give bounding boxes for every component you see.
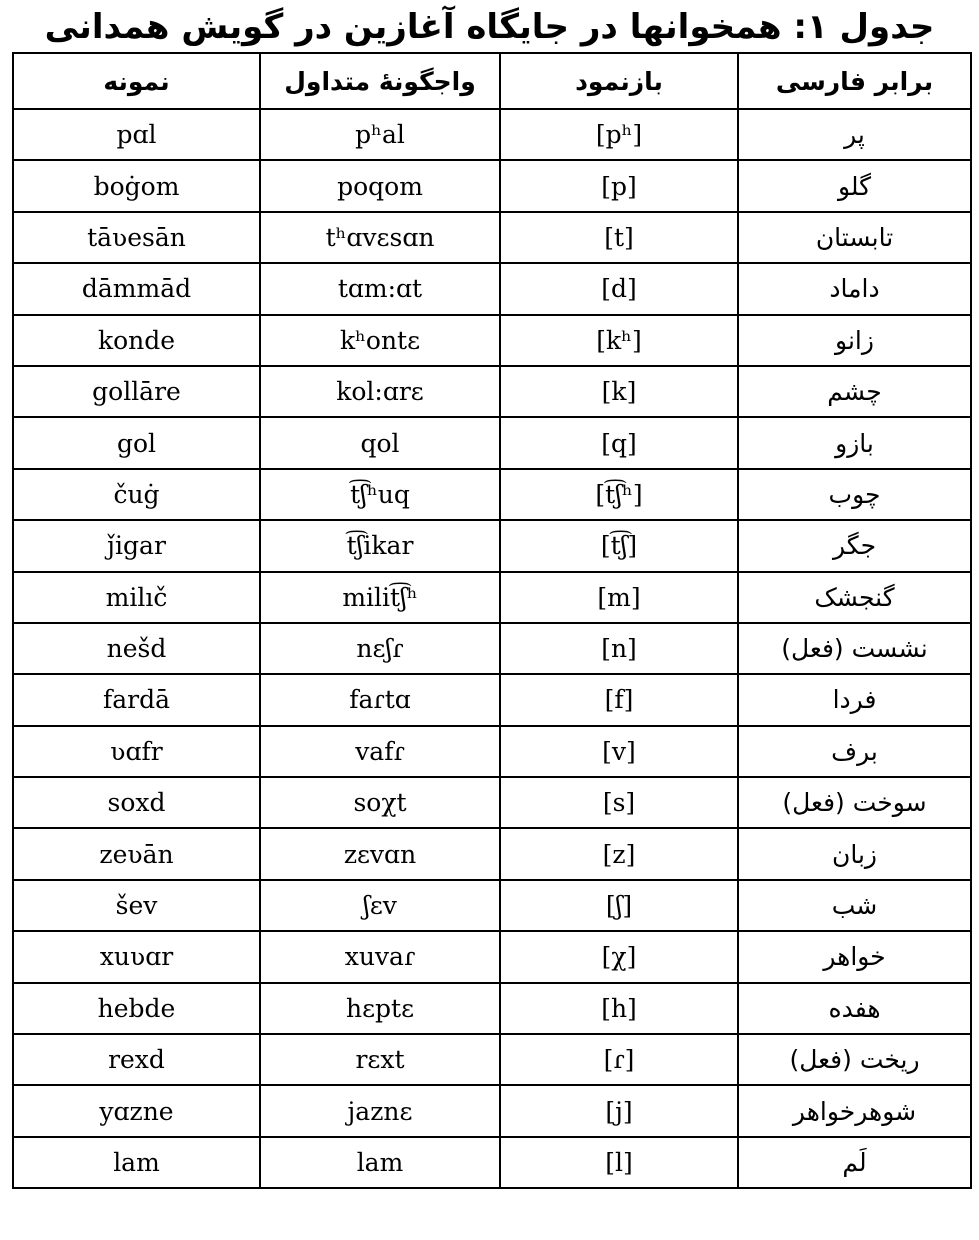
- cell-example: lam: [13, 1137, 260, 1188]
- table-row: [13, 726, 971, 777]
- table-row: [13, 263, 971, 314]
- cell-example: konde: [13, 315, 260, 366]
- cell-common-allophone: rɛxt: [260, 1034, 500, 1085]
- table-row: [13, 417, 971, 468]
- cell-example: zeʋān: [13, 828, 260, 879]
- cell-example: xuʋɑr: [13, 931, 260, 982]
- header-persian-equivalent: برابر فارسی: [738, 53, 971, 109]
- cell-example: yɑzne: [13, 1085, 260, 1136]
- cell-example: tāʋesān: [13, 212, 260, 263]
- cell-representation: [t͡ʃ]: [500, 520, 738, 571]
- cell-representation: [p]: [500, 160, 738, 211]
- cell-example: soxd: [13, 777, 260, 828]
- cell-common-allophone: nɛʃɾ: [260, 623, 500, 674]
- cell-persian-equivalent: هفده: [738, 983, 971, 1034]
- table-row: [13, 572, 971, 623]
- cell-example: nešd: [13, 623, 260, 674]
- cell-common-allophone: tʰɑvɛsɑn: [260, 212, 500, 263]
- cell-persian-equivalent: چوب: [738, 469, 971, 520]
- cell-example: gollāre: [13, 366, 260, 417]
- table-title: جدول ۱: همخوانها در جایگاه آغازین در گویش همدانی: [44, 7, 935, 47]
- cell-common-allophone: t͡ʃikar: [260, 520, 500, 571]
- table-body: [13, 109, 971, 1188]
- cell-common-allophone: kol:ɑrɛ: [260, 366, 500, 417]
- cell-example: pɑl: [13, 109, 260, 160]
- cell-persian-equivalent: تابستان: [738, 212, 971, 263]
- cell-persian-equivalent: برف: [738, 726, 971, 777]
- cell-representation: [pʰ]: [500, 109, 738, 160]
- cell-persian-equivalent: شوهرخواهر: [738, 1085, 971, 1136]
- cell-representation: [s]: [500, 777, 738, 828]
- table-row: [13, 366, 971, 417]
- cell-representation: [q]: [500, 417, 738, 468]
- consonant-table: [12, 52, 972, 1189]
- cell-common-allophone: vafɾ: [260, 726, 500, 777]
- cell-example: dāmmād: [13, 263, 260, 314]
- table-row: [13, 520, 971, 571]
- cell-representation: [ɾ]: [500, 1034, 738, 1085]
- cell-common-allophone: ʃɛv: [260, 880, 500, 931]
- cell-representation: [ʃ]: [500, 880, 738, 931]
- cell-example: fardā: [13, 674, 260, 725]
- cell-common-allophone: lam: [260, 1137, 500, 1188]
- header-example: نمونه: [13, 53, 260, 109]
- cell-common-allophone: soχt: [260, 777, 500, 828]
- cell-persian-equivalent: شب: [738, 880, 971, 931]
- table-row: [13, 1137, 971, 1188]
- cell-representation: [v]: [500, 726, 738, 777]
- cell-example: hebde: [13, 983, 260, 1034]
- cell-persian-equivalent: زانو: [738, 315, 971, 366]
- cell-example: rexd: [13, 1034, 260, 1085]
- table-row: [13, 1085, 971, 1136]
- header-representation: بازنمود: [500, 53, 738, 109]
- cell-common-allophone: qol: [260, 417, 500, 468]
- cell-representation: [χ]: [500, 931, 738, 982]
- cell-representation: [m]: [500, 572, 738, 623]
- cell-persian-equivalent: پر: [738, 109, 971, 160]
- cell-common-allophone: poqom: [260, 160, 500, 211]
- cell-persian-equivalent: زبان: [738, 828, 971, 879]
- table-row: [13, 469, 971, 520]
- cell-persian-equivalent: فردا: [738, 674, 971, 725]
- cell-common-allophone: kʰontɛ: [260, 315, 500, 366]
- table-row: [13, 212, 971, 263]
- cell-persian-equivalent: گلو: [738, 160, 971, 211]
- cell-persian-equivalent: لَم: [738, 1137, 971, 1188]
- cell-representation: [d]: [500, 263, 738, 314]
- cell-persian-equivalent: جگر: [738, 520, 971, 571]
- cell-representation: [n]: [500, 623, 738, 674]
- cell-common-allophone: pʰal: [260, 109, 500, 160]
- cell-common-allophone: t͡ʃʰuq: [260, 469, 500, 520]
- cell-persian-equivalent: نشست (فعل): [738, 623, 971, 674]
- cell-representation: [j]: [500, 1085, 738, 1136]
- cell-common-allophone: hɛptɛ: [260, 983, 500, 1034]
- cell-representation: [t]: [500, 212, 738, 263]
- cell-example: milıč: [13, 572, 260, 623]
- table-row: [13, 315, 971, 366]
- cell-persian-equivalent: گنجشک: [738, 572, 971, 623]
- header-row: [13, 53, 971, 109]
- cell-example: čuġ: [13, 469, 260, 520]
- cell-common-allophone: tɑm:ɑt: [260, 263, 500, 314]
- cell-example: šev: [13, 880, 260, 931]
- table-row: [13, 828, 971, 879]
- cell-example: boġom: [13, 160, 260, 211]
- cell-common-allophone: jaznɛ: [260, 1085, 500, 1136]
- cell-representation: [kʰ]: [500, 315, 738, 366]
- cell-representation: [f]: [500, 674, 738, 725]
- cell-representation: [l]: [500, 1137, 738, 1188]
- header-common-allophone: واجگونهٔ متداول: [260, 53, 500, 109]
- cell-persian-equivalent: چشم: [738, 366, 971, 417]
- cell-persian-equivalent: سوخت (فعل): [738, 777, 971, 828]
- cell-common-allophone: faɾtɑ: [260, 674, 500, 725]
- cell-common-allophone: xuvaɾ: [260, 931, 500, 982]
- cell-persian-equivalent: داماد: [738, 263, 971, 314]
- table-row: [13, 623, 971, 674]
- cell-representation: [h]: [500, 983, 738, 1034]
- cell-example: gol: [13, 417, 260, 468]
- cell-example: ǰigar: [13, 520, 260, 571]
- table-row: [13, 880, 971, 931]
- table-row: [13, 160, 971, 211]
- cell-representation: [t͡ʃʰ]: [500, 469, 738, 520]
- cell-persian-equivalent: ریخت (فعل): [738, 1034, 971, 1085]
- cell-representation: [z]: [500, 828, 738, 879]
- cell-common-allophone: zɛvɑn: [260, 828, 500, 879]
- table-row: [13, 674, 971, 725]
- cell-example: ʋɑfr: [13, 726, 260, 777]
- table-row: [13, 1034, 971, 1085]
- table-row: [13, 777, 971, 828]
- table-row: [13, 109, 971, 160]
- cell-common-allophone: milit͡ʃʰ: [260, 572, 500, 623]
- cell-representation: [k]: [500, 366, 738, 417]
- table-row: [13, 983, 971, 1034]
- cell-persian-equivalent: بازو: [738, 417, 971, 468]
- cell-persian-equivalent: خواهر: [738, 931, 971, 982]
- table-row: [13, 931, 971, 982]
